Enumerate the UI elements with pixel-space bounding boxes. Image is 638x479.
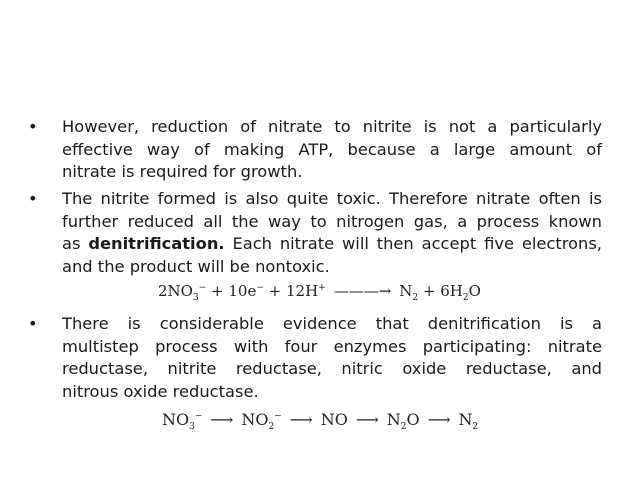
bullet-1-line-2: effective way of making ATP, because a large amount of bbox=[62, 139, 602, 159]
reduction-pathway: $NO_3^-$ ⟶ $NO_2^-$ ⟶ NO ⟶ $N_2O$ ⟶ $N_2$ bbox=[162, 410, 479, 433]
pathway-arrow: ⟶ bbox=[355, 410, 379, 429]
pathway-arrow: ⟶ bbox=[427, 410, 451, 429]
bullet-1 bbox=[28, 116, 602, 184]
bullet-dot: • bbox=[28, 314, 38, 333]
bullet-dot: • bbox=[28, 189, 38, 208]
bullet-2-line-1: The nitrite formed is also quite toxic. Therefore nitrate often is bbox=[62, 189, 602, 208]
bullet-3-line-3: reductase, nitrite reductase, nitric oxide reductase, and bbox=[62, 359, 602, 378]
bullet-1-line-3: nitrate is required for growth. bbox=[62, 162, 303, 181]
bullet-1-line-1: However, reduction of nitrate to nitrite is not a particularly bbox=[62, 117, 602, 136]
bullet-2-line-3: as denitrification. Each nitrate will then accept five electrons, bbox=[62, 234, 602, 253]
bullet-3-line-4: nitrous oxide reductase. bbox=[62, 381, 259, 401]
bullet-2-line-4: and the product will be nontoxic. bbox=[62, 256, 330, 276]
bullet-dot: • bbox=[28, 117, 38, 136]
pathway-arrow: ⟶ bbox=[289, 410, 313, 429]
bullet-2-line-2: further reduced all the way to nitrogen gas, a process known bbox=[62, 211, 602, 231]
denitrification-term: denitrification. bbox=[88, 234, 225, 253]
reaction-arrow: ———→ bbox=[333, 282, 392, 300]
bullet-3-line-1: There is considerable evidence that denitrification is a bbox=[62, 314, 602, 333]
bullet-2 bbox=[28, 188, 602, 278]
bullet-3 bbox=[28, 313, 602, 403]
denitrification-equation: $2NO_3^- + 10e^- + 12H^+$ ———→ $N_2 + 6H_2O$ bbox=[158, 282, 481, 303]
pathway-arrow: ⟶ bbox=[210, 410, 234, 429]
bullet-3-line-2: multistep process with four enzymes participating: nitrate bbox=[62, 336, 602, 356]
